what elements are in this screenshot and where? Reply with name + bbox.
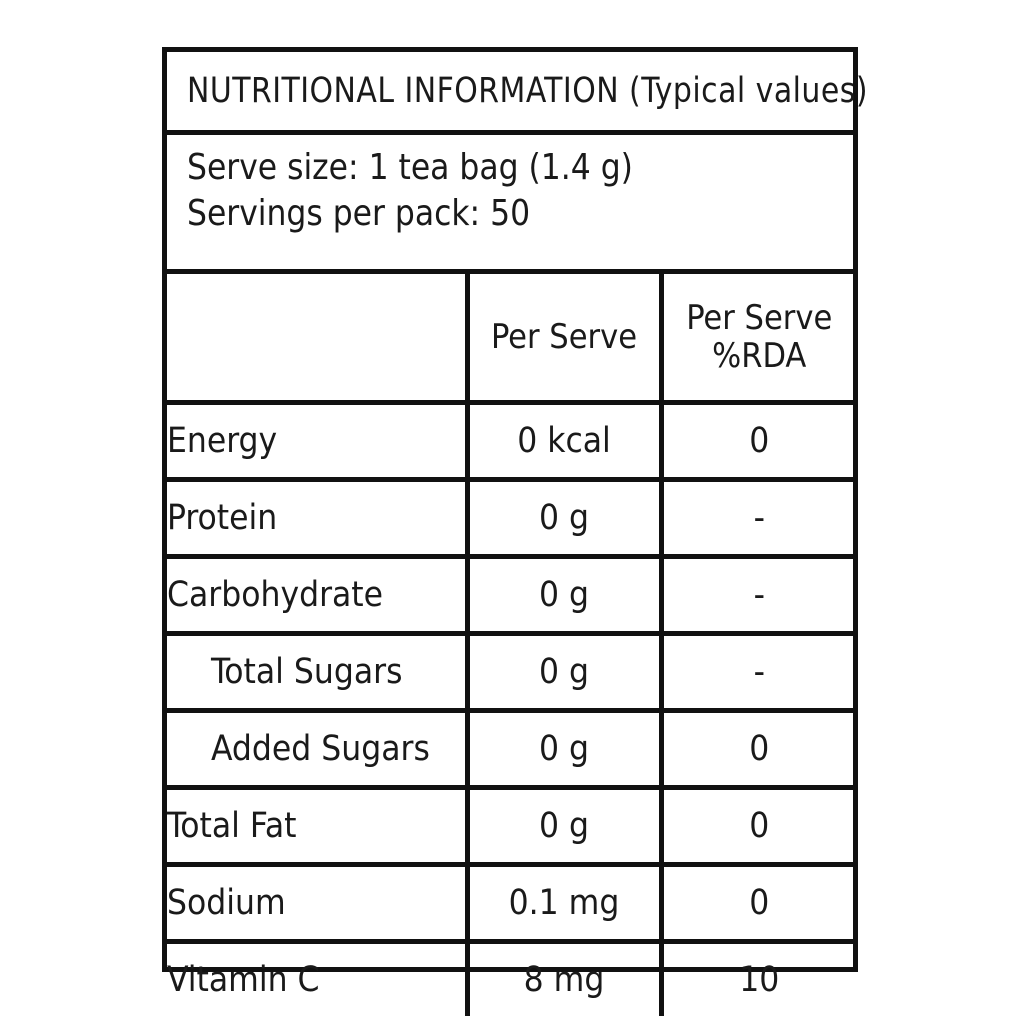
column-header-nutrient (167, 274, 467, 403)
nutrient-name: Total Fat (167, 788, 467, 865)
table-row (167, 711, 855, 788)
nutrient-rda: 10 (661, 942, 855, 1017)
nutrient-per-serve: 0.1 mg (467, 865, 661, 942)
nutrient-per-serve: 0 g (467, 711, 661, 788)
column-header-per-serve-rda (661, 274, 855, 403)
nutrient-name: Energy (167, 403, 467, 480)
column-header-per-serve-rda-line1: Per Serve (686, 297, 833, 338)
nutrient-name: Carbohydrate (167, 557, 467, 634)
nutrient-rda: 0 (661, 865, 855, 942)
serving-info-block (167, 135, 853, 274)
table-row (167, 403, 855, 480)
nutrient-name: Total Sugars (167, 634, 467, 711)
table-row (167, 788, 855, 865)
nutrient-rda: - (661, 557, 855, 634)
table-row (167, 480, 855, 557)
nutrient-per-serve: 0 g (467, 788, 661, 865)
nutrient-rda: - (661, 634, 855, 711)
nutrient-per-serve: 0 g (467, 480, 661, 557)
nutrient-per-serve: 0 kcal (467, 403, 661, 480)
nutrient-rda: 0 (661, 403, 855, 480)
nutrient-per-serve: 8 mg (467, 942, 661, 1017)
nutrition-table (167, 274, 855, 1016)
nutrient-per-serve: 0 g (467, 634, 661, 711)
column-header-per-serve-rda-line2: %RDA (712, 336, 807, 376)
table-body (167, 403, 855, 1017)
nutrient-name: Vitamin C (167, 942, 467, 1017)
table-row (167, 634, 855, 711)
nutrient-per-serve: 0 g (467, 557, 661, 634)
nutrient-name: Protein (167, 480, 467, 557)
table-header-row (167, 274, 855, 403)
column-header-per-serve: Per Serve (467, 274, 661, 403)
panel-title: NUTRITIONAL INFORMATION (Typical values) (187, 71, 868, 111)
nutrition-panel (162, 47, 868, 1000)
serve-size-line: Serve size: 1 tea bag (1.4 g) (187, 147, 633, 188)
nutrient-name: Added Sugars (167, 711, 467, 788)
table-head (167, 274, 855, 403)
nutrient-rda: 0 (661, 788, 855, 865)
nutrient-rda: - (661, 480, 855, 557)
table-row (167, 865, 855, 942)
table-row (167, 557, 855, 634)
table-row (167, 942, 855, 1017)
panel-title-row (167, 52, 868, 135)
nutrient-rda: 0 (661, 711, 855, 788)
nutrient-name: Sodium (167, 865, 467, 942)
servings-per-pack-line: Servings per pack: 50 (187, 193, 531, 235)
